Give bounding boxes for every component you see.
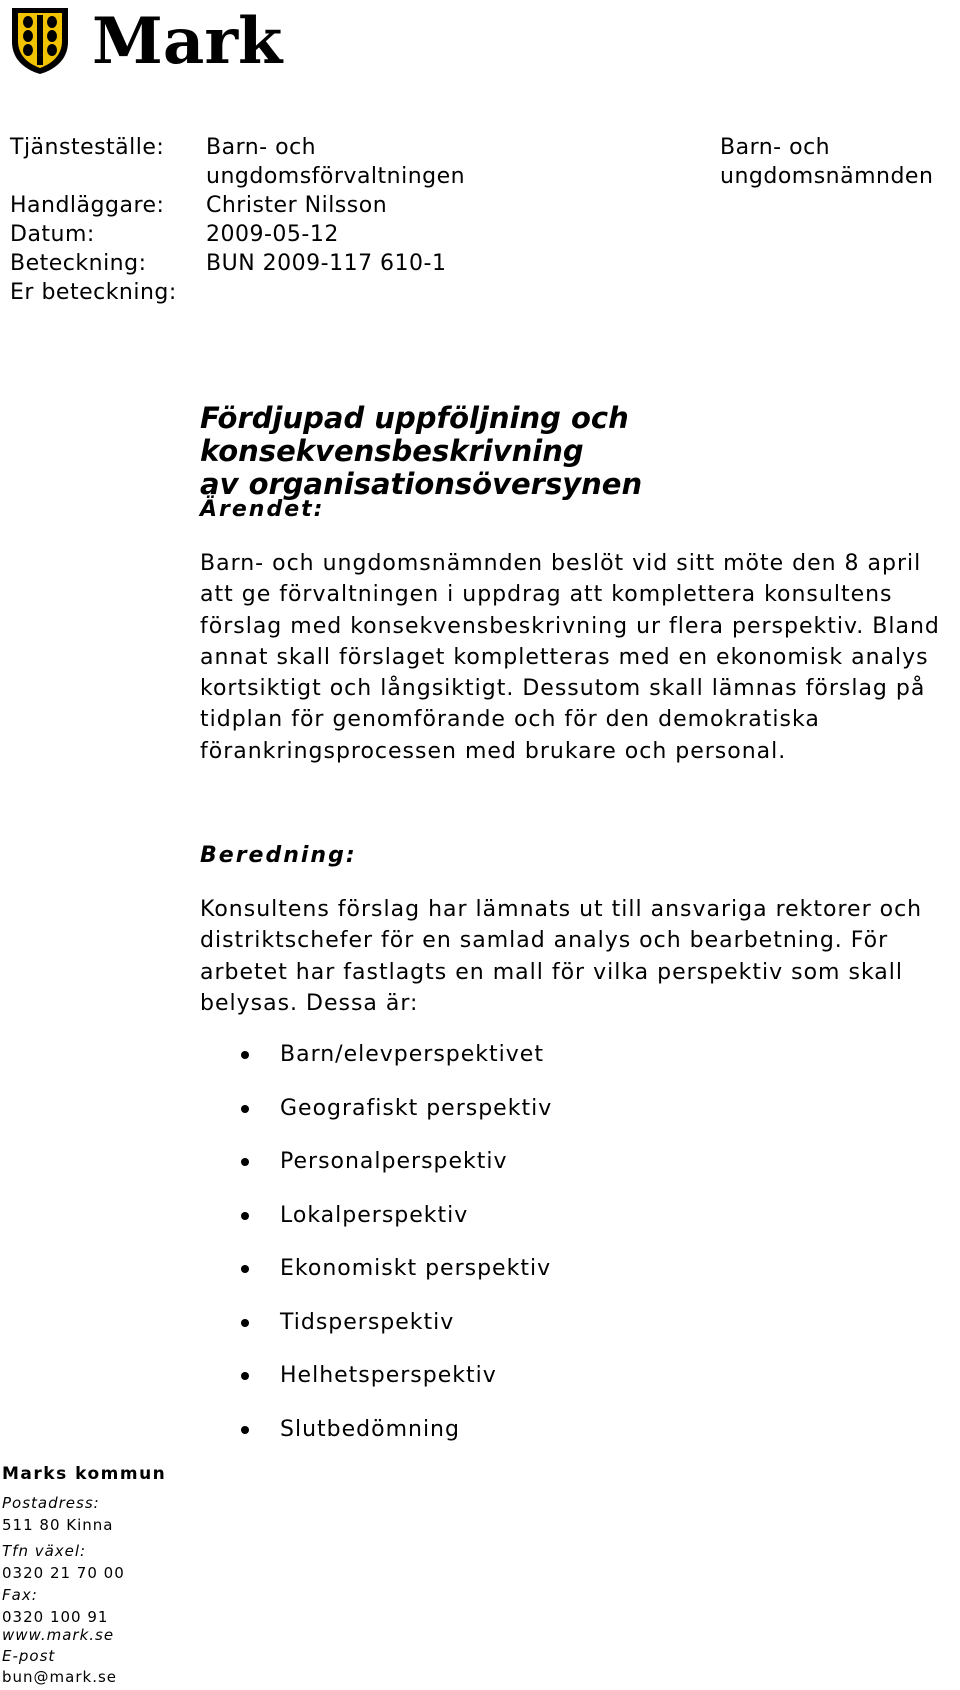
list-item: Personalperspektiv xyxy=(230,1147,552,1201)
paragraph-line: Barn- och ungdomsnämnden beslöt vid sitt möte den 8 april xyxy=(200,551,922,576)
bullet-icon xyxy=(241,1051,249,1059)
meta-value-beteckning: BUN 2009-117 610-1 xyxy=(206,251,447,276)
section-heading-beredning: Beredning: xyxy=(200,843,357,868)
postadress-value: 511 80 Kinna xyxy=(2,1516,114,1534)
meta-value-handlaggare: Christer Nilsson xyxy=(206,193,388,218)
fax-value: 0320 100 91 xyxy=(2,1608,109,1626)
paragraph-line: distriktschefer för en samlad analys och bearbetning. För xyxy=(200,928,889,954)
bullet-icon xyxy=(241,1212,249,1220)
paragraph-line: Konsultens förslag har lämnats ut till ansvariga rektorer och xyxy=(200,897,923,922)
meta-label-er-beteckning: Er beteckning: xyxy=(10,280,177,305)
bullet-icon xyxy=(241,1319,249,1327)
bullet-icon xyxy=(241,1265,249,1273)
organization-name: Marks kommun xyxy=(2,1464,167,1484)
paragraph-line: annat skall förslaget kompletteras med en ekonomisk analys xyxy=(200,644,929,670)
list-item: Barn/elevperspektivet xyxy=(230,1040,552,1094)
perspective-list xyxy=(230,1040,552,1468)
meta-value-datum: 2009-05-12 xyxy=(206,222,339,247)
paragraph-line: belysas. Dessa är: xyxy=(200,990,419,1016)
meta-label-handlaggare: Handläggare: xyxy=(10,193,165,218)
bullet-icon xyxy=(241,1372,249,1380)
list-item: Ekonomiskt perspektiv xyxy=(230,1254,552,1308)
paragraph-line: tidplan för genomförande och för den demokratiska xyxy=(200,707,820,733)
bullet-icon xyxy=(241,1158,249,1166)
recipient xyxy=(720,133,933,191)
section-body-beredning xyxy=(200,894,960,1019)
list-item: Slutbedömning xyxy=(230,1415,552,1469)
document-title xyxy=(200,402,960,501)
paragraph-line: förankringsprocessen med brukare och personal. xyxy=(200,738,787,764)
paragraph-line: förslag med konsekvensbeskrivning ur flera perspektiv. Bland xyxy=(200,613,940,639)
meta-value-tjanstestalle-line1: Barn- och xyxy=(206,135,317,160)
section-body-arendet xyxy=(200,548,960,767)
paragraph-line: att ge förvaltningen i uppdrag att komplettera konsultens xyxy=(200,582,893,608)
brand-name: Mark xyxy=(92,4,283,79)
tfn-value: 0320 21 70 00 xyxy=(2,1564,125,1582)
meta-label-beteckning: Beteckning: xyxy=(10,251,147,276)
list-item: Helhetsperspektiv xyxy=(230,1361,552,1415)
recipient-line1: Barn- och xyxy=(720,135,831,160)
fax-label: Fax: xyxy=(2,1586,38,1604)
web-link[interactable]: www.mark.se xyxy=(2,1626,115,1644)
email-link[interactable]: bun@mark.se xyxy=(2,1668,118,1686)
paragraph-line: arbetet har fastlagts en mall för vilka perspektiv som skall xyxy=(200,959,904,985)
document-title-line1: Fördjupad uppföljning och konsekvensbeskrivning xyxy=(200,401,629,468)
bullet-icon xyxy=(241,1426,249,1434)
meta-value-tjanstestalle-line2: ungdomsförvaltningen xyxy=(206,164,466,189)
list-item: Tidsperspektiv xyxy=(230,1308,552,1362)
paragraph-line: kortsiktigt och långsiktigt. Dessutom skall lämnas förslag på xyxy=(200,676,926,702)
email-label: E-post xyxy=(2,1647,56,1665)
tfn-label: Tfn växel: xyxy=(2,1542,87,1560)
meta-label-tjanstestalle: Tjänsteställe: xyxy=(10,135,165,160)
contact-sidebar xyxy=(2,1462,182,1686)
meta-label-datum: Datum: xyxy=(10,222,95,247)
postadress-label: Postadress: xyxy=(2,1494,100,1512)
recipient-line2: ungdomsnämnden xyxy=(720,164,934,189)
municipal-coat-of-arms-icon xyxy=(10,6,70,76)
list-item: Lokalperspektiv xyxy=(230,1201,552,1255)
list-item: Geografiskt perspektiv xyxy=(230,1094,552,1148)
section-heading-arendet: Ärendet: xyxy=(200,497,325,522)
bullet-icon xyxy=(241,1105,249,1113)
document-title-line2: av organisationsöversynen xyxy=(200,467,643,501)
